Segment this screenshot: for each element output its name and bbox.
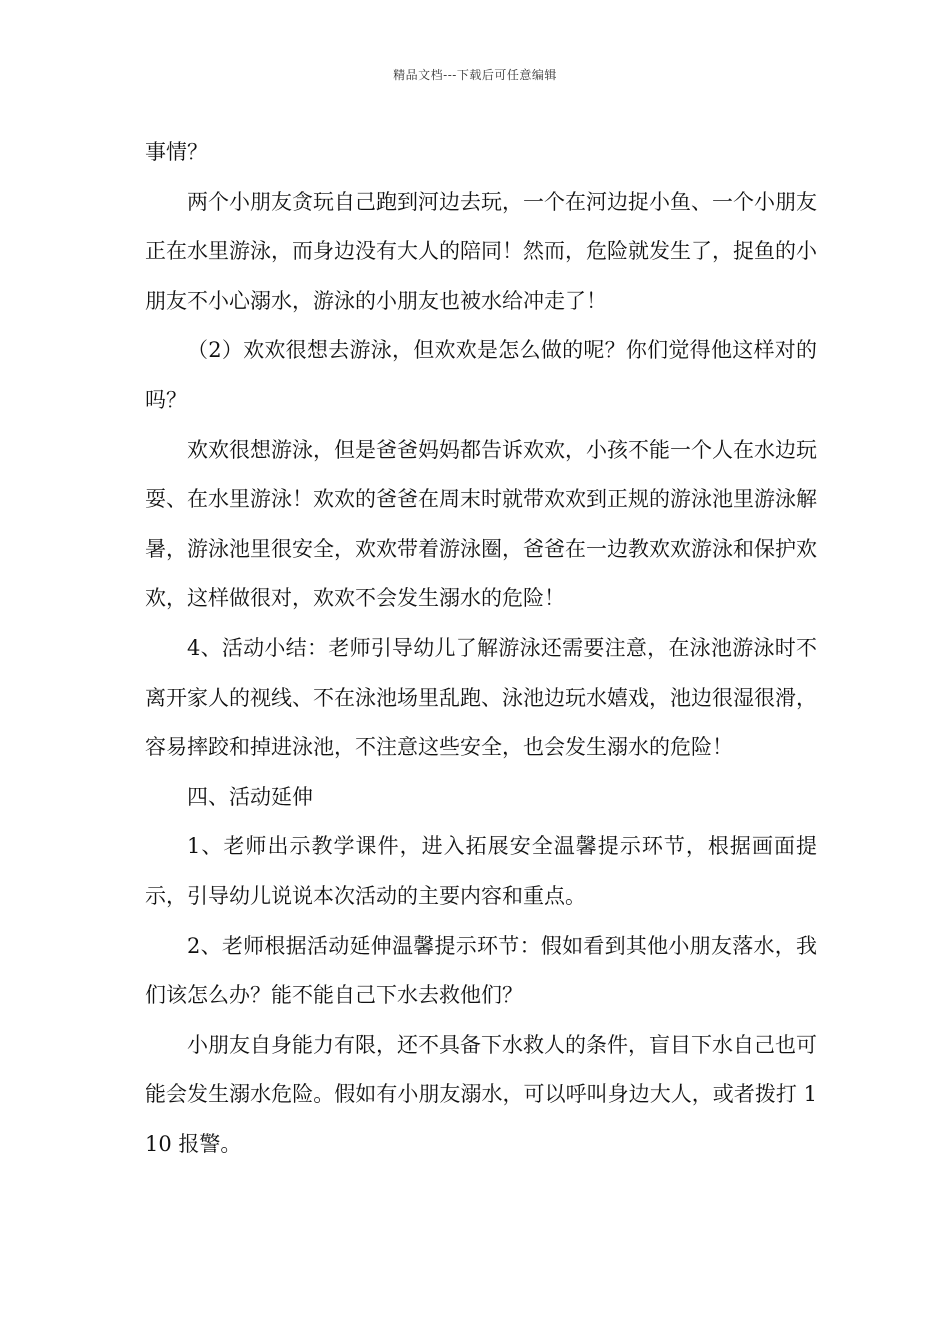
section-heading: 四、活动延伸 (187, 784, 313, 809)
paragraph-7: 1、老师出示教学课件，进入拓展安全温馨提示环节，根据画面提示，引导幼儿说说本次活动的主要内容和重点。 (145, 834, 817, 908)
document-body (145, 128, 817, 1169)
page-header: 精品文档---下载后可任意编辑 (393, 68, 557, 82)
paragraph-8: 2、老师根据活动延伸温馨提示环节：假如看到其他小朋友落水，我们该怎么办？能不能自己下水去救他们？ (145, 933, 817, 1008)
paragraph-3: （2）欢欢很想去游泳，但欢欢是怎么做的呢？你们觉得他这样对的吗？ (145, 338, 817, 412)
paragraph-1: 事情？ (145, 140, 208, 164)
paragraph-9: 小朋友自身能力有限，还不具备下水救人的条件，盲目下水自己也可能会发生溺水危险。假如有小朋友溺水，可以呼叫身边大人，或者拨打 110 报警。 (145, 1032, 817, 1156)
paragraph-5: 4、活动小结：老师引导幼儿了解游泳还需要注意，在泳池游泳时不离开家人的视线、不在泳池场里乱跑、泳池边玩水嬉戏，池边很湿很滑，容易摔跤和掉进泳池，不注意这些安全，也会发生溺水的危险！ (145, 635, 817, 760)
paragraph-4: 欢欢很想游泳，但是爸爸妈妈都告诉欢欢，小孩不能一个人在水边玩耍、在水里游泳！欢欢的爸爸在周末时就带欢欢到正规的游泳池里游泳解暑，游泳池里很安全，欢欢带着游泳圈，爸爸在一边教欢欢游泳和保护欢欢，这样做很对，欢欢不会发生溺水的危险！ (145, 437, 817, 611)
paragraph-2: 两个小朋友贪玩自己跑到河边去玩，一个在河边捉小鱼、一个小朋友正在水里游泳，而身边没有大人的陪同！然而，危险就发生了，捉鱼的小朋友不小心溺水，游泳的小朋友也被水给冲走了！ (145, 189, 817, 313)
